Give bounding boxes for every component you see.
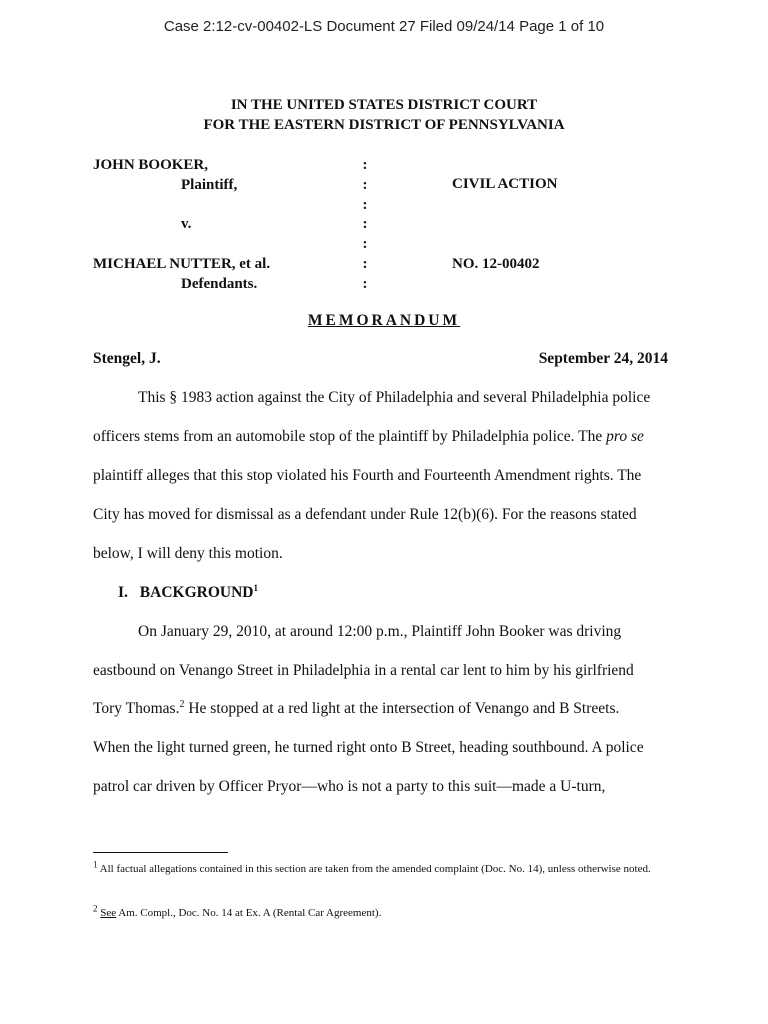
background-line-3: Tory Thomas.$^2$ He stopped at a red light at the intersection of Venango and B Streets. [93, 698, 620, 717]
intro-line-3: plaintiff alleges that this stop violated his Fourth and Fourteenth Amendment rights. The [93, 467, 642, 484]
caption-colon: : [362, 216, 368, 232]
footnote-number: 1 [93, 859, 98, 870]
memorandum-title: MEMORANDUM [307, 312, 461, 329]
caption-colon: : [362, 157, 368, 173]
caption-colon: : [362, 236, 368, 252]
section-heading [118, 584, 258, 602]
caption-colon: : [362, 256, 368, 272]
background-line-5: patrol car driven by Officer Pryor—who is not a party to this suit—made a U-turn, [93, 778, 606, 795]
footnote-text: All factual allegations contained in this section are taken from the amended complaint (Doc. No. 14), unless otherwise noted. [99, 863, 651, 875]
background-line-1: On January 29, 2010, at around 12:00 p.m., Plaintiff John Booker was driving [138, 623, 622, 640]
court-name-line2: FOR THE EASTERN DISTRICT OF PENNSYLVANIA [203, 117, 565, 133]
civil-action-label: CIVIL ACTION [452, 176, 558, 192]
background-line-2: eastbound on Venango Street in Philadelphia in a rental car lent to him by his girlfriend [93, 662, 634, 679]
plaintiff-role: Plaintiff, [181, 177, 238, 193]
section-number: I. [118, 584, 128, 601]
intro-line-4: City has moved for dismissal as a defendant under Rule 12(b)(6). For the reasons stated [93, 506, 637, 523]
opinion-date: September 24, 2014 [538, 350, 668, 367]
defendant-name: MICHAEL NUTTER, et al. [93, 256, 271, 272]
plaintiff-name: JOHN BOOKER, [93, 157, 209, 173]
judge-name: Stengel, J. [93, 350, 161, 367]
case-number: NO. 12-00402 [452, 256, 540, 272]
footnote-text: Am. Compl., Doc. No. 14 at Ex. A (Rental Car Agreement). [116, 907, 382, 919]
background-line-4: When the light turned green, he turned right onto B Street, heading southbound. A police [93, 739, 644, 756]
versus: v. [181, 216, 192, 232]
footnote-signal: See [100, 907, 117, 919]
caption-colon: : [362, 177, 368, 193]
case-header: Case 2:12-cv-00402-LS Document 27 Filed 09/24/14 Page 1 of 10 [163, 18, 605, 35]
section-title: BACKGROUND [139, 584, 254, 601]
footnote-number: 2 [93, 903, 98, 914]
defendant-role: Defendants. [181, 276, 258, 292]
footnote-1 [93, 859, 673, 877]
caption-colon: : [362, 276, 368, 292]
intro-line-1: This § 1983 action against the City of Philadelphia and several Philadelphia police [138, 389, 651, 406]
footnote-ref-2: 2 [179, 698, 185, 710]
intro-line-2: officers stems from an automobile stop of the plaintiff by Philadelphia police. The pro se [93, 428, 644, 445]
footnote-divider [93, 852, 228, 853]
pro-se-italic: pro se [606, 428, 644, 445]
caption-colon: : [362, 197, 368, 213]
intro-line-5: below, I will deny this motion. [93, 545, 283, 562]
footnote-2 [93, 903, 673, 921]
footnote-ref-1: 1 [253, 582, 258, 593]
court-name-line1: IN THE UNITED STATES DISTRICT COURT [230, 97, 538, 113]
